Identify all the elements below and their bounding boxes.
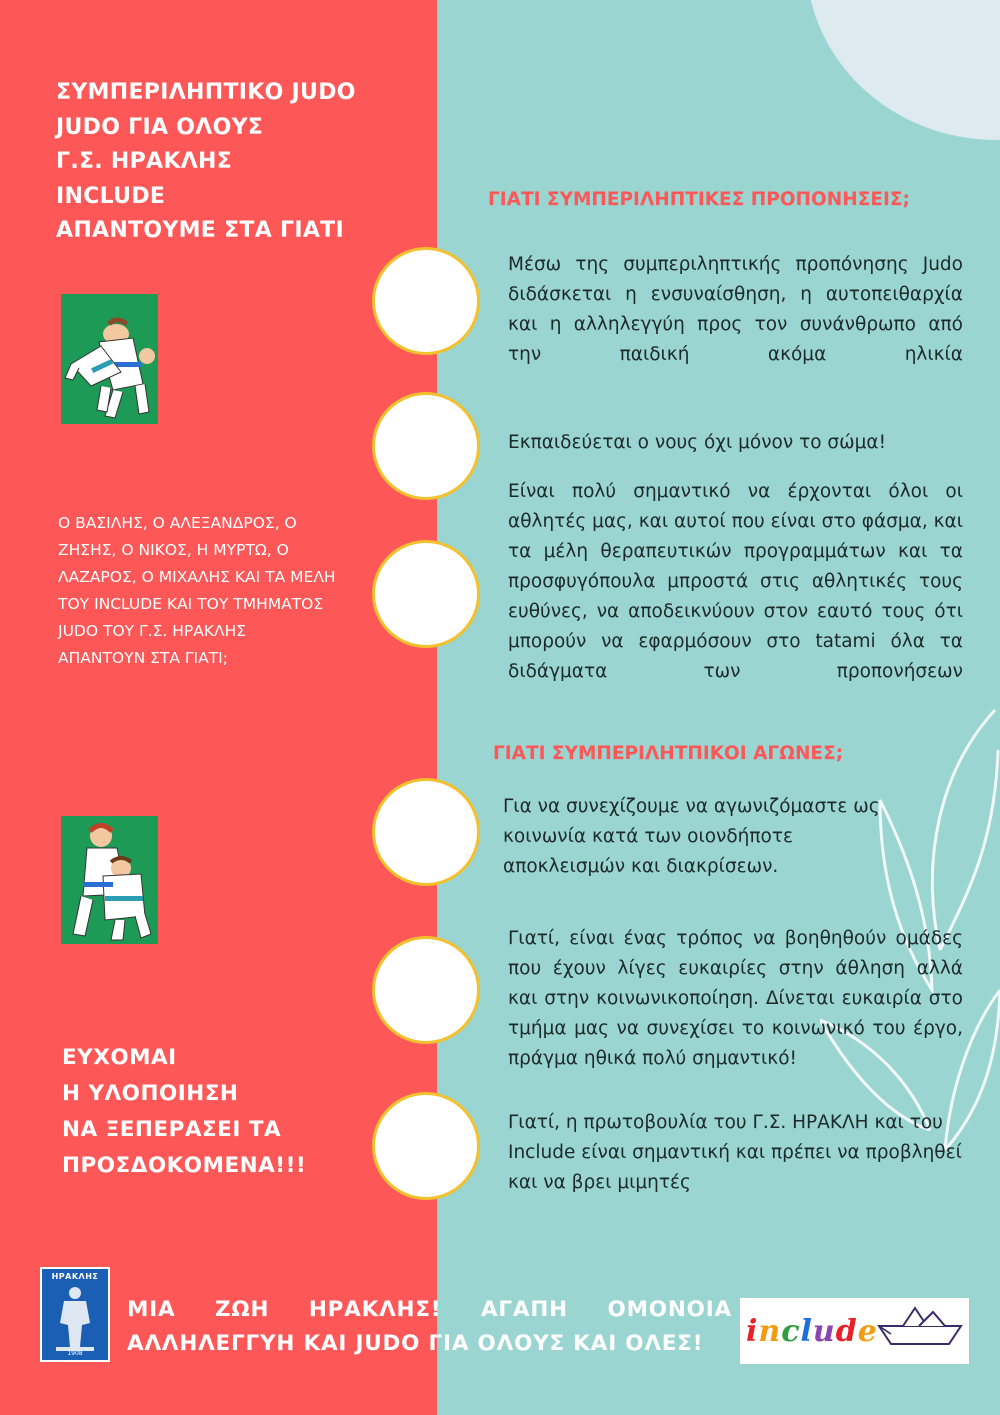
competition-section-title: ΓΙΑΤΙ ΣΥΜΠΕΡΙΛΗΤΠΙΚΟΙ ΑΓΩΝΕΣ; [493, 743, 844, 764]
include-logo-letter: i [746, 1314, 759, 1349]
club-logo-year: 1908 [67, 1350, 83, 1357]
club-logo-name: ΗΡΑΚΛΗΣ [51, 1272, 99, 1281]
header-line: INCLUDE [56, 183, 166, 209]
paragraph-against-exclusion: Για να συνεχίζουμε να αγωνιζόμαστε ως κοινωνία κατά των οιονδήποτε αποκλεισμών και διακρίσεων. [503, 796, 880, 877]
wish-line: ΕΥΧΟΜΑΙ [62, 1045, 177, 1070]
timeline-circle [372, 247, 480, 355]
header-title-block [56, 76, 356, 249]
wish-line: ΝΑ ΞΕΠΕΡΑΣΕΙ ΤΑ [62, 1117, 282, 1142]
include-logo-letter: u [812, 1314, 836, 1349]
timeline-circle [372, 540, 480, 648]
include-logo-letter: l [800, 1314, 813, 1349]
include-logo-letter: e [857, 1314, 878, 1349]
athletes-names-text: Ο ΒΑΣΙΛΗΣ, Ο ΑΛΕΞΑΝΔΡΟΣ, Ο ΖΗΣΗΣ, Ο ΝΙΚΟΣ, Η ΜΥΡΤΩ, Ο ΛΑΖΑΡΟΣ, Ο ΜΙΧΑΛΗΣ ΚΑΙ ΤΑ ΜΕΛΗ ΤΟΥ INCLUDE ΚΑΙ ΤΟΥ ΤΜΗΜΑΤΟΣ JUDO ΤΟΥ Γ.Σ. ΗΡΑΚΛΗΣ ΑΠΑΝΤΟΥΝ ΣΤΑ ΓΙΑΤΙ; [58, 514, 336, 667]
paragraph-training-empathy: Μέσω της συμπεριληπτικής προπόνησης Judo διδάσκεται η ενσυναίσθηση, η αυτοπειθαρχία και η αλληλεγγύη προς τον συνάνθρωπο από την παιδική ακόμα ηλικία [508, 254, 963, 365]
include-logo-letter: d [835, 1314, 858, 1349]
timeline-circle [372, 392, 480, 500]
header-line: ΣΥΜΠΕΡΙΛΗΠΤΙΚΟ JUDO [56, 80, 356, 105]
slogan-word: ΜΙΑ [127, 1297, 176, 1322]
timeline-circle [372, 936, 480, 1044]
paragraph-initiative: Γιατί, η πρωτοβουλία του Γ.Σ. ΗΡΑΚΛΗ και του Include είναι σημαντική και πρέπει να προβληθεί και να βρει μιμητές [508, 1112, 962, 1193]
timeline-circle [372, 1092, 480, 1200]
leaf-decoration-icon [820, 690, 1000, 1150]
wish-line: ΠΡΟΣΔΟΚΟΜΕΝΑ!!! [62, 1153, 307, 1178]
include-logo-letter: n [758, 1314, 782, 1349]
slogan-word: ΑΓΑΠΗ [480, 1297, 568, 1322]
wish-text-block [62, 1040, 306, 1184]
iraklis-club-logo [40, 1267, 110, 1362]
timeline-circle [372, 778, 480, 886]
slogan-line-2: ΑΛΛΗΛΕΓΓΥΗ ΚΑΙ JUDO ΓΙΑ ΟΛΟΥΣ ΚΑΙ ΟΛΕΣ! [127, 1331, 704, 1356]
header-line: JUDO ΓΙΑ ΟΛΟΥΣ [56, 114, 264, 140]
training-section-title: ΓΙΑΤΙ ΣΥΜΠΕΡΙΛΗΠΤΙΚΕΣ ΠΡΟΠΟΝΗΣΕΙΣ; [488, 189, 910, 210]
judo-hold-image [61, 816, 158, 944]
footer-slogan [127, 1293, 732, 1361]
slogan-word: ΗΡΑΚΛΗΣ! [308, 1297, 442, 1322]
slogan-word: ΖΩΗ [215, 1297, 270, 1322]
paragraph-mind-body: Εκπαιδεύεται ο νους όχι μόνον το σώμα! [508, 432, 887, 453]
header-line: Γ.Σ. ΗΡΑΚΛΗΣ [56, 149, 233, 174]
hercules-statue-icon [42, 1283, 108, 1353]
slogan-line-1 [127, 1293, 732, 1327]
wish-line: Η ΥΛΟΠΟΙΗΣΗ [62, 1081, 239, 1106]
slogan-word: ΟΜΟΝΟΙΑ [607, 1297, 732, 1322]
include-logo [740, 1298, 969, 1364]
paragraph-athletes-responsibilities: Είναι πολύ σημαντικό να έρχονται όλοι οι αθλητές μας, και αυτοί που είναι στο φάσμα, και τα μέλη θεραπευτικών προγραμμάτων και τα προσφυγόπουλα μπροστά στις αθλητικές τους ευθύνες, να αποδεικνύουν στον εαυτό τους ότι μπορούν να εφαρμόσουν στο tatami όλα τα διδάγματα των προπονήσεων [508, 481, 963, 682]
paper-boat-icon [875, 1304, 965, 1350]
include-logo-word [746, 1314, 878, 1349]
header-line: ΑΠΑΝΤΟΥΜΕ ΣΤΑ ΓΙΑΤΙ [56, 218, 344, 243]
paragraph-opportunities: Γιατί, είναι ένας τρόπος να βοηθηθούν ομάδες που έχουν λίγες ευκαιρίες στην άθληση αλλά και στην κοινωνικοποίηση. Δίνεται ευκαιρία στο τμήμα μας να συνεχίσει το κοινωνικό του έργο, πράγμα ηθικά πολύ σημαντικό! [508, 928, 963, 1069]
judo-throw-image [61, 294, 158, 424]
include-logo-letter: c [781, 1314, 801, 1349]
